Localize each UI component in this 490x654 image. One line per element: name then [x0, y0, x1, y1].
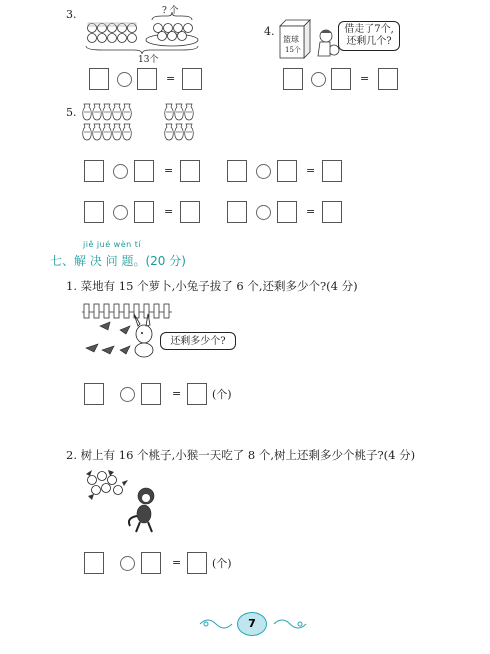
q5-row1-right-equals: =	[306, 164, 316, 177]
section-pinyin: jiě jué wèn tí	[83, 240, 142, 249]
problem-2-operator-circle[interactable]	[120, 556, 135, 571]
q5-row2-right-operator[interactable]	[256, 205, 271, 220]
q3-equals-sign: =	[166, 72, 176, 85]
q5-number: 5.	[66, 106, 77, 119]
problem-2-equals-sign: =	[172, 556, 182, 569]
q4-answer-box-3[interactable]	[378, 68, 398, 90]
q5-row2-right-box-2[interactable]	[277, 201, 297, 223]
q5-row1-right-box-1[interactable]	[227, 160, 247, 182]
q5-row1-right-operator[interactable]	[256, 164, 271, 179]
q4-answer-box-2[interactable]	[331, 68, 351, 90]
q4-operator-circle[interactable]	[311, 72, 326, 87]
q3-total-label: 13个	[138, 55, 159, 65]
q5-row2-left-equals: =	[164, 205, 174, 218]
q4-box-label-2: 15个	[285, 46, 301, 54]
problem-2-text: 2. 树上有 16 个桃子,小猴一天吃了 8 个,树上还剩多少个桃子?(4 分)	[66, 448, 416, 462]
problem-2-answer-box-1[interactable]	[84, 552, 104, 574]
q4-bubble-line-2: 还剩几个?	[346, 36, 392, 47]
q4-box-label-1: 篮球	[283, 35, 299, 44]
problem-1-answer-box-2[interactable]	[141, 383, 161, 405]
q5-row2-left-box-3[interactable]	[180, 201, 200, 223]
q3-answer-box-1[interactable]	[89, 68, 109, 90]
problem-1-answer-box-1[interactable]	[84, 383, 104, 405]
q5-row2-left-operator[interactable]	[113, 205, 128, 220]
problem-2-monkey-illustration	[82, 468, 168, 534]
section-title: 七、解 决 问 题。	[50, 254, 146, 268]
q5-row2-right-box-1[interactable]	[227, 201, 247, 223]
q5-vases-illustration	[80, 100, 200, 146]
q3-number: 3.	[66, 8, 77, 21]
problem-1-speech-bubble: 还剩多少个?	[160, 332, 236, 350]
q5-row1-right-box-3[interactable]	[322, 160, 342, 182]
problem-1-unit: (个)	[212, 388, 232, 401]
q4-child-icon	[314, 28, 340, 58]
problem-1-equals-sign: =	[172, 387, 182, 400]
problem-2-answer-box-2[interactable]	[141, 552, 161, 574]
section-heading	[50, 250, 186, 269]
q5-row1-right-box-2[interactable]	[277, 160, 297, 182]
section-points: (20 分)	[145, 254, 186, 268]
problem-1-text: 1. 菜地有 15 个萝卜,小兔子拔了 6 个,还剩多少个?(4 分)	[66, 279, 358, 293]
problem-1-operator-circle[interactable]	[120, 387, 135, 402]
problem-1-rabbit-illustration	[80, 300, 240, 362]
q5-row1-left-equals: =	[164, 164, 174, 177]
q3-question-label: ? 个	[162, 6, 179, 16]
q4-speech-bubble	[338, 21, 400, 51]
q3-answer-box-3[interactable]	[182, 68, 202, 90]
q3-operator-circle[interactable]	[117, 72, 132, 87]
page-number: 7	[237, 612, 267, 636]
q5-row1-left-box-1[interactable]	[84, 160, 104, 182]
q4-number: 4.	[264, 25, 275, 38]
q5-row2-left-box-2[interactable]	[134, 201, 154, 223]
q5-row1-left-box-2[interactable]	[134, 160, 154, 182]
problem-1-answer-box-3[interactable]	[187, 383, 207, 405]
q5-row1-left-box-3[interactable]	[180, 160, 200, 182]
q5-row1-left-operator[interactable]	[113, 164, 128, 179]
q4-bubble-line-1: 借走了7个,	[344, 24, 394, 35]
q4-equals-sign: =	[360, 72, 370, 85]
problem-2-answer-box-3[interactable]	[187, 552, 207, 574]
q5-row2-right-equals: =	[306, 205, 316, 218]
q5-row2-left-box-1[interactable]	[84, 201, 104, 223]
q4-answer-box-1[interactable]	[283, 68, 303, 90]
q3-answer-box-2[interactable]	[137, 68, 157, 90]
problem-2-unit: (个)	[212, 557, 232, 570]
q5-row2-right-box-3[interactable]	[322, 201, 342, 223]
